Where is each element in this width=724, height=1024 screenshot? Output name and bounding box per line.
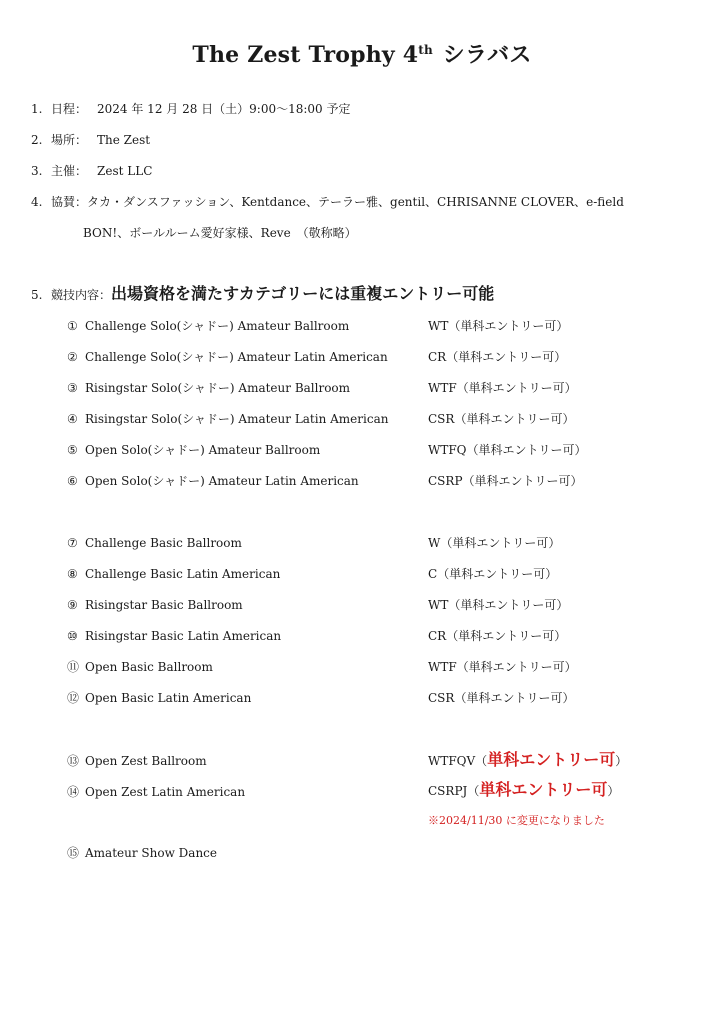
event-row: ⑬ Open Zest Ballroom — [67, 754, 207, 768]
section-competition: 5. 競技内容：出場資格を満たすカテゴリーには重複エントリー可能 — [31, 284, 495, 303]
event-row: ⑪ Open Basic Ballroom — [67, 660, 213, 674]
event-code: C（単科エントリー可） — [428, 567, 558, 581]
section-headline: 出場資格を満たすカテゴリーには重複エントリー可能 — [111, 284, 495, 303]
change-note: ※2024/11/30 に変更になりました — [428, 814, 605, 827]
event-code: WTF（単科エントリー可） — [428, 660, 577, 674]
event-row: ① Challenge Solo(シャドー) Amateur Ballroom — [67, 319, 350, 333]
event-code: CR（単科エントリー可） — [428, 350, 567, 364]
event-code: W（単科エントリー可） — [428, 536, 561, 550]
event-row: ⑥ Open Solo(シャドー) Amateur Latin American — [67, 474, 359, 488]
event-code: CSR（単科エントリー可） — [428, 691, 575, 705]
event-code: WTFQV（単科エントリー可） — [428, 750, 628, 769]
event-code: WT（単科エントリー可） — [428, 598, 569, 612]
event-row: ③ Risingstar Solo(シャドー) Amateur Ballroom — [67, 381, 351, 395]
event-code: WTFQ（単科エントリー可） — [428, 443, 587, 457]
event-row: ⑫ Open Basic Latin American — [67, 691, 252, 705]
event-row: ⑨ Risingstar Basic Ballroom — [67, 598, 243, 612]
info-organizer: 3. 主催： Zest LLC — [31, 164, 153, 178]
event-code: CSRPJ（単科エントリー可） — [428, 780, 620, 799]
event-row: ⑧ Challenge Basic Latin American — [67, 567, 281, 581]
event-row: ④ Risingstar Solo(シャドー) Amateur Latin American — [67, 412, 389, 426]
info-date: 1. 日程： 2024 年 12 月 28 日（土）9:00〜18:00 予定 — [31, 102, 351, 116]
page-title: The Zest Trophy 4th シラバス — [192, 42, 532, 68]
event-code: WT（単科エントリー可） — [428, 319, 569, 333]
info-sponsors: 4. 協賛：タカ・ダンスファッション、Kentdance、テーラー雅、gentil、CHRISANNE CLOVER、e-field — [31, 195, 624, 209]
info-venue: 2. 場所： The Zest — [31, 133, 151, 147]
event-row: ⑮ Amateur Show Dance — [67, 846, 217, 860]
event-code: CSRP（単科エントリー可） — [428, 474, 583, 488]
info-sponsors-cont: BON!、ボールルーム愛好家様、Reve （敬称略） — [83, 226, 357, 240]
event-code: CR（単科エントリー可） — [428, 629, 567, 643]
event-row: ⑩ Risingstar Basic Latin American — [67, 629, 282, 643]
event-row: ⑦ Challenge Basic Ballroom — [67, 536, 242, 550]
event-code: CSR（単科エントリー可） — [428, 412, 575, 426]
event-code: WTF（単科エントリー可） — [428, 381, 577, 395]
event-row: ⑭ Open Zest Latin American — [67, 785, 246, 799]
event-row: ⑤ Open Solo(シャドー) Amateur Ballroom — [67, 443, 321, 457]
event-row: ② Challenge Solo(シャドー) Amateur Latin American — [67, 350, 388, 364]
